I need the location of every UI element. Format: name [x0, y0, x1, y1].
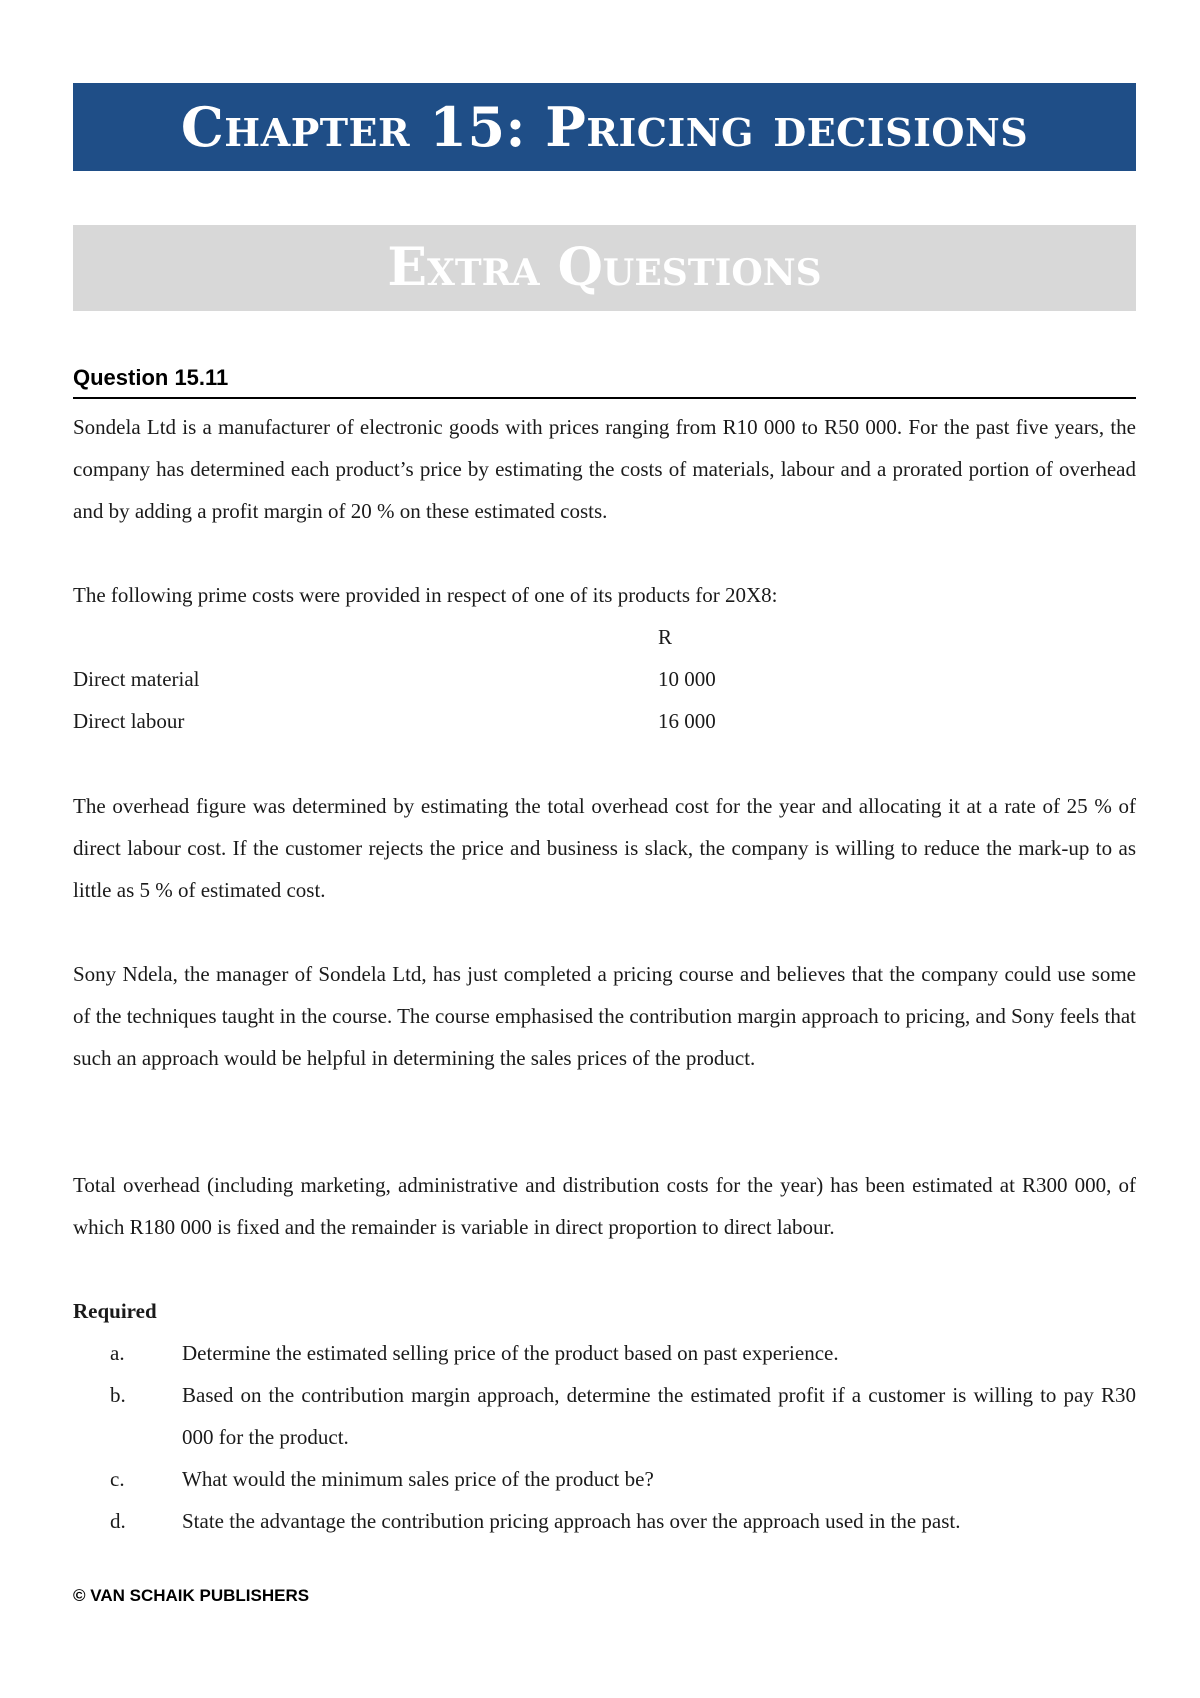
list-item: [73, 1500, 1136, 1542]
cost-label: Direct material: [73, 667, 200, 691]
list-item: [73, 1458, 1136, 1500]
list-item-letter: c.: [110, 1467, 125, 1491]
overhead-paragraph: The overhead figure was determined by estimating the total overhead cost for the year and allocating it at a rate of 25 % of direct labour cost. If the customer rejects the price and business is slack, the company is willing to reduce the mark-up to as little as 5 % of estimated cost.: [73, 794, 1136, 902]
cost-value: 16 000: [658, 709, 716, 733]
section-title: Extra Questions: [387, 237, 822, 298]
section-title-banner: [73, 225, 1136, 311]
cost-label: Direct labour: [73, 709, 185, 733]
list-item-letter: b.: [110, 1383, 126, 1407]
list-item-letter: a.: [110, 1341, 125, 1365]
prime-costs-intro: The following prime costs were provided in respect of one of its products for 20X8:: [73, 583, 778, 607]
list-item: [73, 1374, 1136, 1458]
total-overhead-paragraph: Total overhead (including marketing, administrative and distribution costs for the year) has been estimated at R300 000, of which R180 000 is fixed and the remainder is variable in direct proportion to direct labour.: [73, 1173, 1136, 1239]
list-item-text: Determine the estimated selling price of the product based on past experience.: [182, 1341, 839, 1365]
list-item: [73, 1332, 1136, 1374]
copyright-footer: © VAN SCHAIK PUBLISHERS: [73, 1586, 310, 1605]
required-list: [73, 1332, 1136, 1542]
question-heading: Question 15.11: [73, 363, 1136, 399]
chapter-title-banner: [73, 83, 1136, 171]
list-item-text: Based on the contribution margin approach, determine the estimated profit if a customer is willing to pay R30 000 for the product.: [182, 1383, 1136, 1449]
list-item-text: What would the minimum sales price of the product be?: [182, 1467, 654, 1491]
currency-header: R: [658, 625, 673, 649]
required-heading: Required: [73, 1299, 157, 1323]
chapter-title: Chapter 15: Pricing decisions: [180, 95, 1029, 159]
manager-paragraph: Sony Ndela, the manager of Sondela Ltd, has just completed a pricing course and believes that the company could use some of the techniques taught in the course. The course emphasised the contribution margin approach to pricing, and Sony feels that such an approach would be helpful in determining the sales prices of the product.: [73, 962, 1136, 1070]
cost-value: 10 000: [658, 667, 716, 691]
list-item-text: State the advantage the contribution pricing approach has over the approach used in the past.: [182, 1509, 961, 1533]
intro-paragraph: Sondela Ltd is a manufacturer of electronic goods with prices ranging from R10 000 to R50 000. For the past five years, the company has determined each product’s price by estimating the costs of materials, labour and a prorated portion of overhead and by adding a profit margin of 20 % on these estimated costs.: [73, 415, 1136, 523]
list-item-letter: d.: [110, 1509, 126, 1533]
